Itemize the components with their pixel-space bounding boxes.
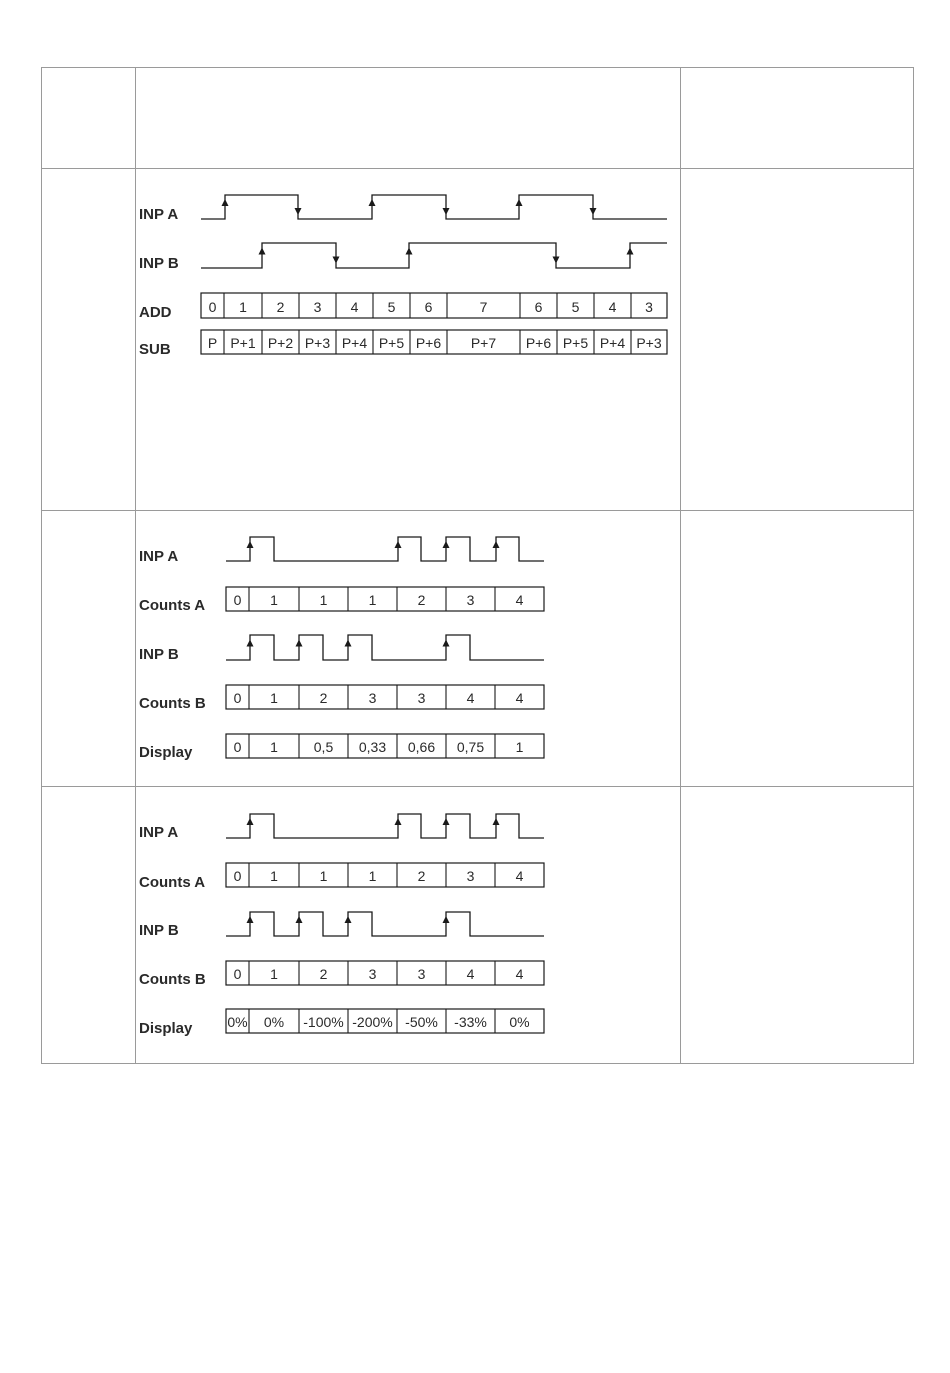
cell-value: 2: [319, 966, 328, 982]
cell-value: P+3: [304, 335, 331, 351]
signal-label-display: Display: [139, 1020, 193, 1037]
waveform-inp-a: [201, 195, 667, 219]
signal-label-inp-a: INP A: [139, 548, 179, 565]
cell-value: 1: [239, 299, 247, 315]
cell-value: 1: [319, 868, 328, 884]
cell-value: P+6: [525, 335, 552, 351]
cell-value: 4: [515, 868, 524, 884]
cell-value: P+6: [415, 335, 442, 351]
cell-value: 1: [270, 592, 278, 608]
cell-value: 2: [319, 690, 328, 706]
cell-value: 0: [208, 299, 217, 315]
signal-label-inp-b: INP B: [139, 255, 179, 272]
cell-value: P+3: [636, 335, 662, 351]
cell-value: P+5: [562, 335, 589, 351]
cell-value: 4: [515, 592, 524, 608]
cell-value: P+7: [470, 335, 497, 351]
cell-value: 4: [515, 690, 524, 706]
cell-value: 3: [368, 966, 377, 982]
signal-label-inp-b: INP B: [139, 922, 179, 939]
signal-label-add: ADD: [139, 304, 172, 321]
cell-value: 0: [233, 592, 242, 608]
timing-diagram-add-sub: [139, 195, 667, 358]
cell-value: 3: [417, 690, 426, 706]
waveform-inp-a: [226, 814, 544, 838]
cell-value: P: [207, 335, 218, 351]
cell-value: 2: [417, 868, 426, 884]
signal-label-counts-a: Counts A: [139, 874, 206, 891]
cell-value: 0: [233, 868, 242, 884]
waveform-inp-a: [226, 537, 544, 561]
cell-value: 1: [319, 592, 328, 608]
cell-value: 2: [417, 592, 426, 608]
cell-value: P+5: [378, 335, 405, 351]
cell-value: P+4: [599, 335, 626, 351]
signal-label-sub: SUB: [139, 341, 171, 358]
cell-value: 1: [368, 868, 377, 884]
timing-diagram-percent: [139, 814, 544, 1037]
cell-value: 2: [276, 299, 285, 315]
cell-value: 0: [233, 966, 242, 982]
cell-value: 6: [534, 299, 543, 315]
waveform-inp-b: [226, 912, 544, 936]
cell-value: -50%: [405, 1014, 438, 1030]
cell-value: 0: [233, 739, 242, 755]
signal-label-counts-b: Counts B: [139, 971, 206, 988]
cell-value: P+2: [267, 335, 294, 351]
cell-value: 1: [368, 592, 377, 608]
cell-value: 0,75: [456, 739, 485, 755]
cell-value: 3: [645, 299, 653, 315]
cell-value: 5: [387, 299, 396, 315]
cell-value: 0%: [263, 1014, 285, 1030]
cell-value: 0: [233, 690, 242, 706]
cell-value: 3: [368, 690, 377, 706]
cell-value: 1: [270, 868, 278, 884]
cell-value: 1: [270, 966, 278, 982]
cell-value: 1: [270, 690, 278, 706]
cell-value: 4: [466, 690, 475, 706]
cell-value: 3: [466, 592, 475, 608]
cell-value: 4: [350, 299, 359, 315]
timing-diagram-ratio: [139, 537, 544, 761]
signal-label-inp-a: INP A: [139, 824, 179, 841]
cell-value: 4: [515, 966, 524, 982]
cell-value: 0%: [227, 1014, 248, 1030]
cell-value: 1: [270, 739, 278, 755]
cell-value: 1: [515, 739, 524, 755]
cell-value: 4: [466, 966, 475, 982]
value-strip-add: [201, 293, 667, 318]
cell-value: 0%: [509, 1014, 530, 1030]
signal-label-inp-a: INP A: [139, 206, 179, 223]
cell-value: -33%: [454, 1014, 487, 1030]
signal-label-counts-b: Counts B: [139, 695, 206, 712]
cell-value: 0,66: [407, 739, 436, 755]
cell-value: 0,5: [313, 739, 334, 755]
cell-value: -100%: [303, 1014, 344, 1030]
cell-value: 3: [417, 966, 426, 982]
signal-label-counts-a: Counts A: [139, 597, 206, 614]
cell-value: 5: [571, 299, 580, 315]
waveform-inp-b: [226, 635, 544, 660]
cell-value: 4: [608, 299, 617, 315]
cell-value: P+1: [230, 335, 256, 351]
signal-label-display: Display: [139, 744, 193, 761]
cell-value: 6: [424, 299, 433, 315]
cell-value: 3: [466, 868, 475, 884]
cell-value: -200%: [352, 1014, 393, 1030]
cell-value: 7: [479, 299, 488, 315]
cell-value: P+4: [341, 335, 368, 351]
signal-label-inp-b: INP B: [139, 646, 179, 663]
cell-value: 0,33: [358, 739, 387, 755]
waveform-inp-b: [201, 243, 667, 268]
cell-value: 3: [313, 299, 322, 315]
